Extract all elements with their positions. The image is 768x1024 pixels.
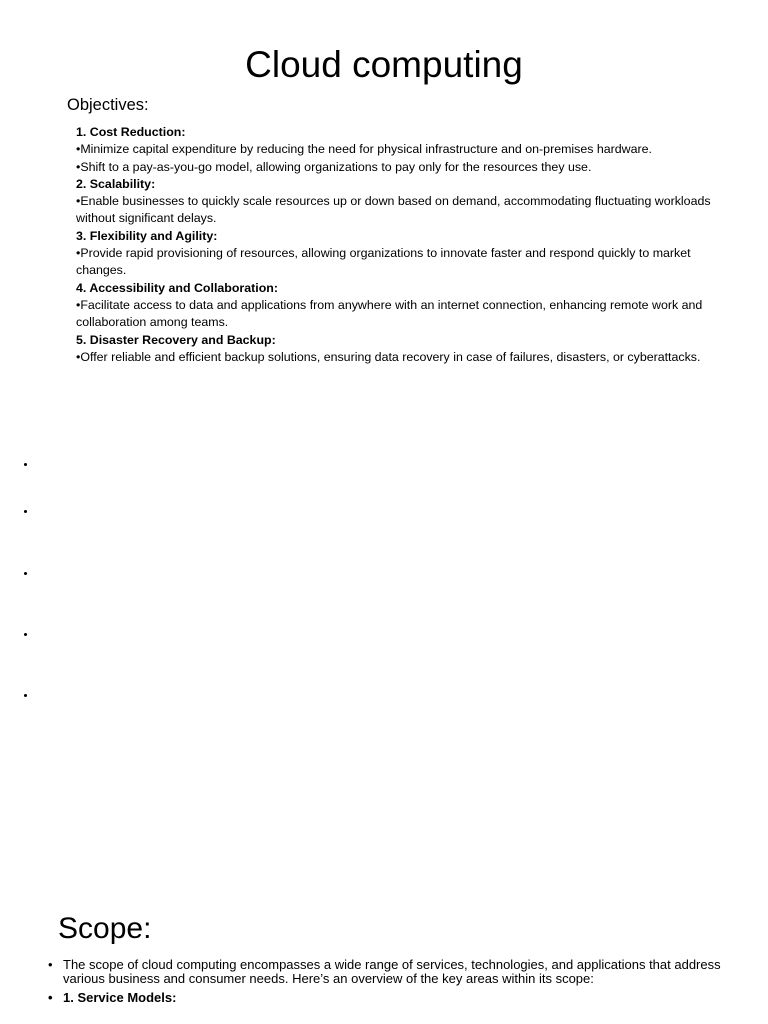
- scope-heading: Scope:: [58, 912, 152, 945]
- bullet-marker: •: [48, 957, 53, 972]
- scope-item-text: The scope of cloud computing encompasses a wide range of services, technologies, and applications that address various business and consumer needs. Here’s an overview of the key areas within its scope:: [63, 957, 721, 986]
- objective-point: •Offer reliable and efficient backup solutions, ensuring data recovery in case of failures, disasters, or cyberattacks.: [76, 349, 701, 364]
- objectives-list: [76, 124, 740, 366]
- bullet-marker: •: [48, 990, 53, 1005]
- objective-title: 3. Flexibility and Agility:: [76, 228, 218, 243]
- objective-title: 4. Accessibility and Collaboration:: [76, 280, 278, 295]
- objective-scalability: [76, 176, 740, 228]
- objective-point: •Provide rapid provisioning of resources, allowing organizations to innovate faster and respond quickly to market changes.: [76, 246, 691, 278]
- empty-bullet-marker: [24, 463, 27, 466]
- objective-cost-reduction: [76, 124, 740, 176]
- scope-item-service-models: [48, 991, 728, 1005]
- objective-title: 5. Disaster Recovery and Backup:: [76, 332, 276, 347]
- scope-list: [48, 958, 728, 1011]
- empty-bullet-marker: [24, 633, 27, 636]
- objective-title: 1. Cost Reduction:: [76, 125, 186, 139]
- objective-accessibility: [76, 280, 740, 332]
- empty-bullet-marker: [24, 694, 27, 697]
- objective-disaster-recovery: [76, 332, 740, 367]
- empty-bullet-marker: [24, 510, 27, 513]
- objective-point: •Shift to a pay-as-you-go model, allowing organizations to pay only for the resources they use.: [76, 159, 592, 174]
- objective-flexibility: [76, 228, 740, 280]
- empty-bullet-marker: [24, 572, 27, 575]
- objectives-heading: Objectives:: [67, 96, 149, 114]
- scope-item-overview: [48, 958, 728, 985]
- page-title: Cloud computing: [245, 44, 523, 85]
- objective-point: •Minimize capital expenditure by reducing the need for physical infrastructure and on-premises hardware.: [76, 142, 652, 157]
- objective-title: 2. Scalability:: [76, 176, 156, 191]
- scope-item-text: 1. Service Models:: [63, 990, 177, 1005]
- objective-point: •Facilitate access to data and applications from anywhere with an internet connection, enhancing remote work and collaboration among teams.: [76, 297, 703, 330]
- objective-point: •Enable businesses to quickly scale resources up or down based on demand, accommodating fluctuating workloads without significant delays.: [76, 194, 711, 226]
